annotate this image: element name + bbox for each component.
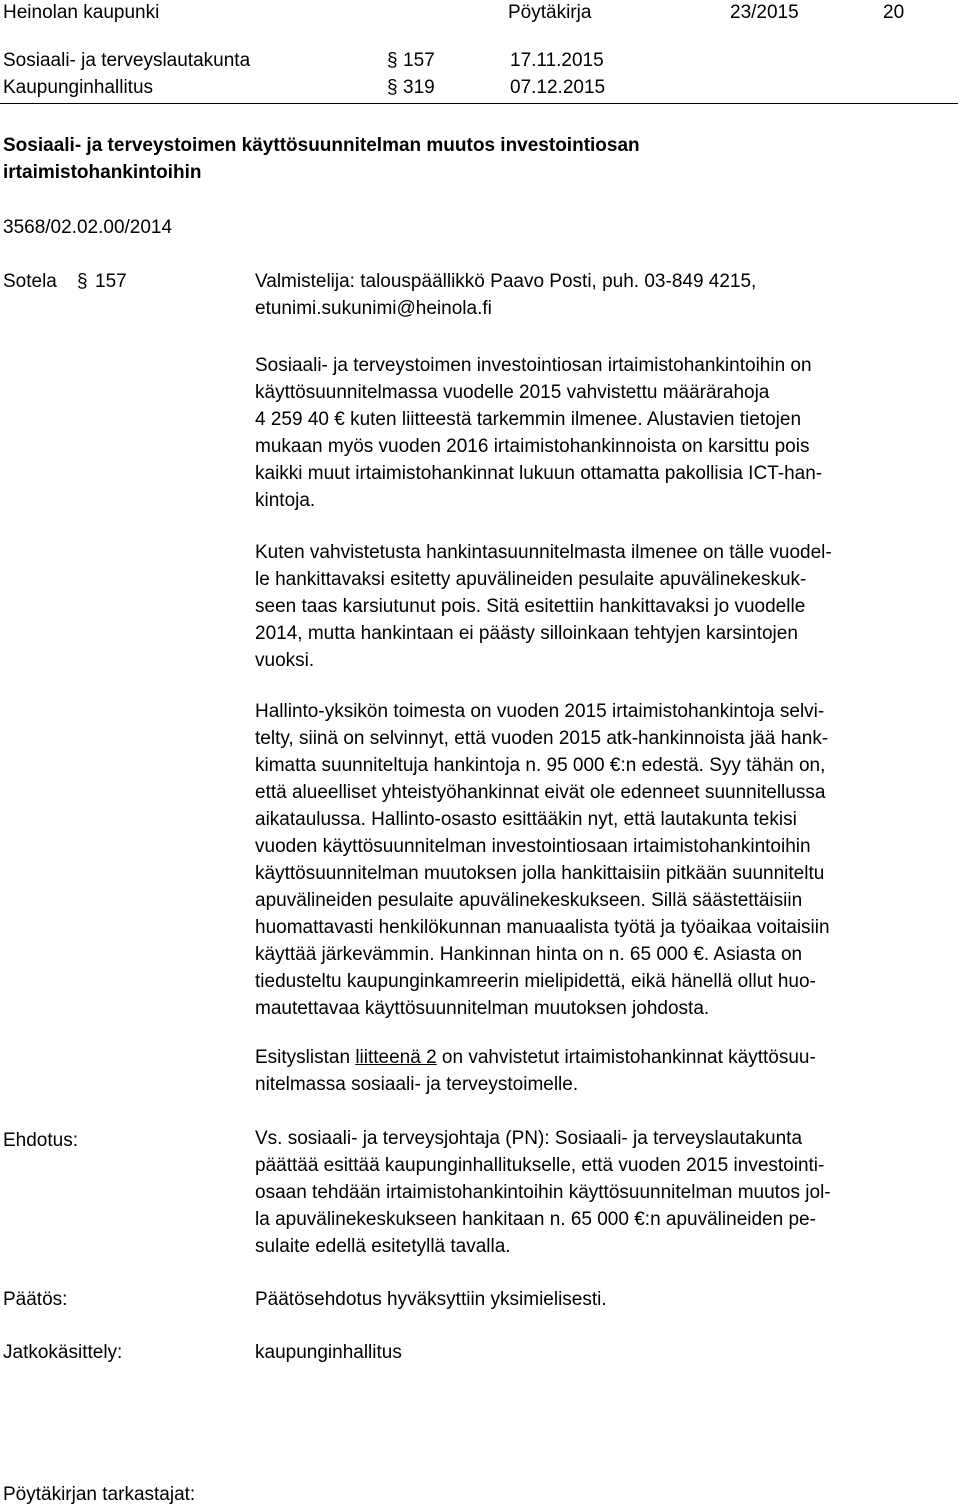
reviewers-label: Pöytäkirjan tarkastajat: [3,1484,196,1505]
text-line: telty, siinä on selvinnyt, että vuoden 2015 atk-hankinnoista jää hank- [255,728,829,749]
text-line: seen taas karsiutunut pois. Sitä esitettiin hankittavaksi jo vuodelle [255,596,806,617]
text-line: nitelmassa sosiaali- ja terveystoimelle. [255,1074,579,1095]
preparer-line: Valmistelija: talouspäällikkö Paavo Posti, puh. 03-849 4215, [255,271,757,292]
text-line: 2014, mutta hankintaan ei päästy silloinkaan tehtyjen karsintojen [255,623,798,644]
text-line [255,1044,816,1071]
text-line: la apuvälinekeskukseen hankitaan n. 65 000 €:n apuvälineiden pe- [255,1209,816,1230]
meeting-body: Kaupunginhallitus [3,77,154,98]
section-icon: § [387,50,398,71]
text-line: aikataulussa. Hallinto-osasto esittääkin nyt, että lautakunta tekisi [255,809,797,830]
text-line: 4 259 40 € kuten liitteestä tarkemmin ilmenee. Alustavien tietojen [255,409,802,430]
text-line: le hankittavaksi esitetty apuvälineiden pesulaite apuvälinekeskuk- [255,569,807,590]
page-number: 20 [883,2,905,23]
decision-label: Päätös: [3,1289,68,1310]
sotela-label: Sotela [3,271,57,292]
meeting-date: 17.11.2015 [510,50,604,71]
meeting-body: Sosiaali- ja terveyslautakunta [3,50,251,71]
text-line: mukaan myös vuoden 2016 irtaimistohankinnoista on karsittu pois [255,436,810,457]
text-line: osaan tehdään irtaimistohankintoihin käyttösuunnitelman muutos jol- [255,1182,831,1203]
section-icon: § [77,271,88,292]
sotela-section: 157 [95,271,127,292]
diary-number: 3568/02.02.00/2014 [3,217,173,238]
doc-number: 23/2015 [730,2,799,23]
text-line: huomattavasti henkilökunnan manuaalista työtä ja työaikaa voitaisiin [255,917,830,938]
text-line: mautettavaa käyttösuunnitelman muutoksen johdosta. [255,998,710,1019]
title-line: irtaimistohankintoihin [3,162,202,183]
text-line: sulaite edellä esitetyllä tavalla. [255,1236,511,1257]
followup-label: Jatkokäsittely: [3,1342,123,1363]
text-line: käyttösuunnitelmassa vuodelle 2015 vahvistettu määrärahoja [255,382,770,403]
text-segment: Esityslistan [255,1047,356,1068]
text-line: kaikki muut irtaimistohankinnat lukuun ottamatta pakollisia ICT-han- [255,463,823,484]
text-line: päättää esittää kaupunginhallitukselle, että vuoden 2015 investointi- [255,1155,825,1176]
meeting-date: 07.12.2015 [510,77,606,98]
text-line: tiedusteltu kaupunginkamreerin mielipidettä, eikä hänellä ollut huo- [255,971,816,992]
text-line: kintoja. [255,490,316,511]
meeting-section: 319 [403,77,435,98]
text-line: vuoksi. [255,650,315,671]
text-line: Hallinto-yksikön toimesta on vuoden 2015 irtaimistohankintoja selvi- [255,701,825,722]
preparer-email: etunimi.sukunimi@heinola.fi [255,298,492,319]
meeting-section: 157 [403,50,435,71]
title-line: Sosiaali- ja terveystoimen käyttösuunnitelman muutos investointiosan [3,135,640,156]
text-line: kimatta suunniteltuja hankintoja n. 95 000 €:n edestä. Syy tähän on, [255,755,826,776]
text-line: käyttösuunnitelman muutoksen jolla hankittaisiin pitkään suunniteltu [255,863,825,884]
text-line: että alueelliset yhteistyöhankinnat eivät ole edenneet suunnitellussa [255,782,826,803]
text-line: vuoden käyttösuunnitelman investointiosaan irtaimistohankintoihin [255,836,811,857]
text-line: käyttää järkevämmin. Hankinnan hinta on n. 65 000 €. Asiasta on [255,944,803,965]
text-segment: on vahvistetut irtaimistohankinnat käyttösuu- [436,1047,816,1068]
text-line: Sosiaali- ja terveystoimen investointiosan irtaimistohankintoihin on [255,355,812,376]
followup-text: kaupunginhallitus [255,1342,402,1363]
text-line: Kuten vahvistetusta hankintasuunnitelmasta ilmenee on tälle vuodel- [255,542,832,563]
doc-type: Pöytäkirja [508,2,592,23]
proposal-label: Ehdotus: [3,1130,78,1151]
attachment-link[interactable]: liitteenä 2 [355,1047,437,1068]
text-line: apuvälineiden pesulaite apuvälinekeskukseen. Sillä säästettäisiin [255,890,803,911]
decision-text: Päätösehdotus hyväksyttiin yksimielisesti. [255,1289,607,1310]
section-icon: § [387,77,398,98]
text-line: Vs. sosiaali- ja terveysjohtaja (PN): Sosiaali- ja terveyslautakunta [255,1128,803,1149]
city-name: Heinolan kaupunki [3,2,160,23]
header-divider [0,103,958,104]
